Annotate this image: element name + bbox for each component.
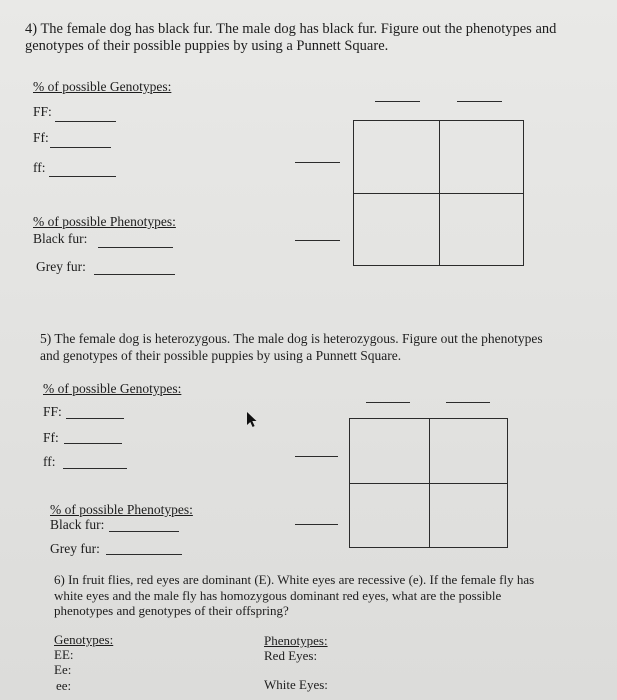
q4-grey-fur-blank[interactable] (94, 274, 175, 275)
q4-parent-allele-left-top[interactable] (295, 162, 340, 163)
q5-parent-allele-top-right[interactable] (446, 402, 490, 403)
q5-ff-blank[interactable] (63, 468, 127, 469)
q6-genotypes-heading: Genotypes: (54, 632, 114, 647)
q5-black-fur-label: Black fur: (50, 517, 105, 532)
q5-FF-blank[interactable] (66, 418, 124, 419)
q5-genotypes-heading: % of possible Genotypes: (43, 381, 182, 396)
q5-parent-allele-left-top[interactable] (295, 456, 338, 457)
q5-punnett-horizontal-divider (350, 483, 507, 484)
q6-white-eyes-label: White Eyes: (264, 677, 328, 692)
q4-ff-label: ff: (33, 160, 46, 175)
q4-FF-label: FF: (33, 104, 52, 119)
q5-parent-allele-top-left[interactable] (366, 402, 410, 403)
q4-prompt-line1: 4) The female dog has black fur. The male dog has black fur. Figure out the phenotypes and (25, 21, 557, 37)
q5-grey-fur-blank[interactable] (106, 554, 182, 555)
q6-Ee-label: Ee: (54, 662, 72, 677)
q5-phenotypes-heading: % of possible Phenotypes: (50, 502, 193, 517)
q4-parent-allele-top-right[interactable] (457, 101, 502, 102)
q4-parent-allele-left-bottom[interactable] (295, 240, 340, 241)
q5-parent-allele-left-bottom[interactable] (295, 524, 338, 525)
q5-FF-label: FF: (43, 404, 62, 419)
q5-Ff-label: Ff: (43, 430, 59, 445)
q6-ee-label: ee: (56, 678, 72, 693)
q4-punnett-square[interactable] (353, 120, 524, 266)
q4-Ff-blank[interactable] (50, 147, 111, 148)
q4-grey-fur-label: Grey fur: (36, 259, 86, 274)
q4-phenotypes-heading: % of possible Phenotypes: (33, 214, 176, 229)
q5-black-fur-blank[interactable] (109, 531, 179, 532)
q6-prompt-line3: phenotypes and genotypes of their offspring? (54, 603, 289, 618)
q4-parent-allele-top-left[interactable] (375, 101, 420, 102)
q5-prompt-line1: 5) The female dog is heterozygous. The male dog is heterozygous. Figure out the phenotypes (40, 331, 543, 346)
q5-prompt-line2: and genotypes of their possible puppies by using a Punnett Square. (40, 348, 402, 363)
q4-punnett-horizontal-divider (354, 193, 523, 194)
q5-ff-label: ff: (43, 454, 56, 469)
q5-Ff-blank[interactable] (64, 443, 122, 444)
q6-red-eyes-label: Red Eyes: (264, 648, 318, 663)
q6-EE-label: EE: (54, 647, 74, 662)
q6-prompt-line2: white eyes and the male fly has homozygous dominant red eyes, what are the possible (54, 588, 502, 603)
q5-grey-fur-label: Grey fur: (50, 541, 100, 556)
q5-punnett-square[interactable] (349, 418, 508, 548)
q4-Ff-label: Ff: (33, 130, 49, 145)
q4-genotypes-heading: % of possible Genotypes: (33, 79, 172, 94)
q4-black-fur-label: Black fur: (33, 231, 88, 246)
q6-prompt-line1: 6) In fruit flies, red eyes are dominant (E). White eyes are recessive (e). If the female fly has (54, 572, 535, 587)
q4-FF-blank[interactable] (55, 121, 116, 122)
q4-ff-blank[interactable] (49, 176, 116, 177)
q6-phenotypes-heading: Phenotypes: (264, 633, 328, 648)
q4-black-fur-blank[interactable] (98, 247, 173, 248)
mouse-pointer-icon (244, 410, 258, 428)
q4-prompt-line2: genotypes of their possible puppies by using a Punnett Square. (25, 38, 389, 54)
